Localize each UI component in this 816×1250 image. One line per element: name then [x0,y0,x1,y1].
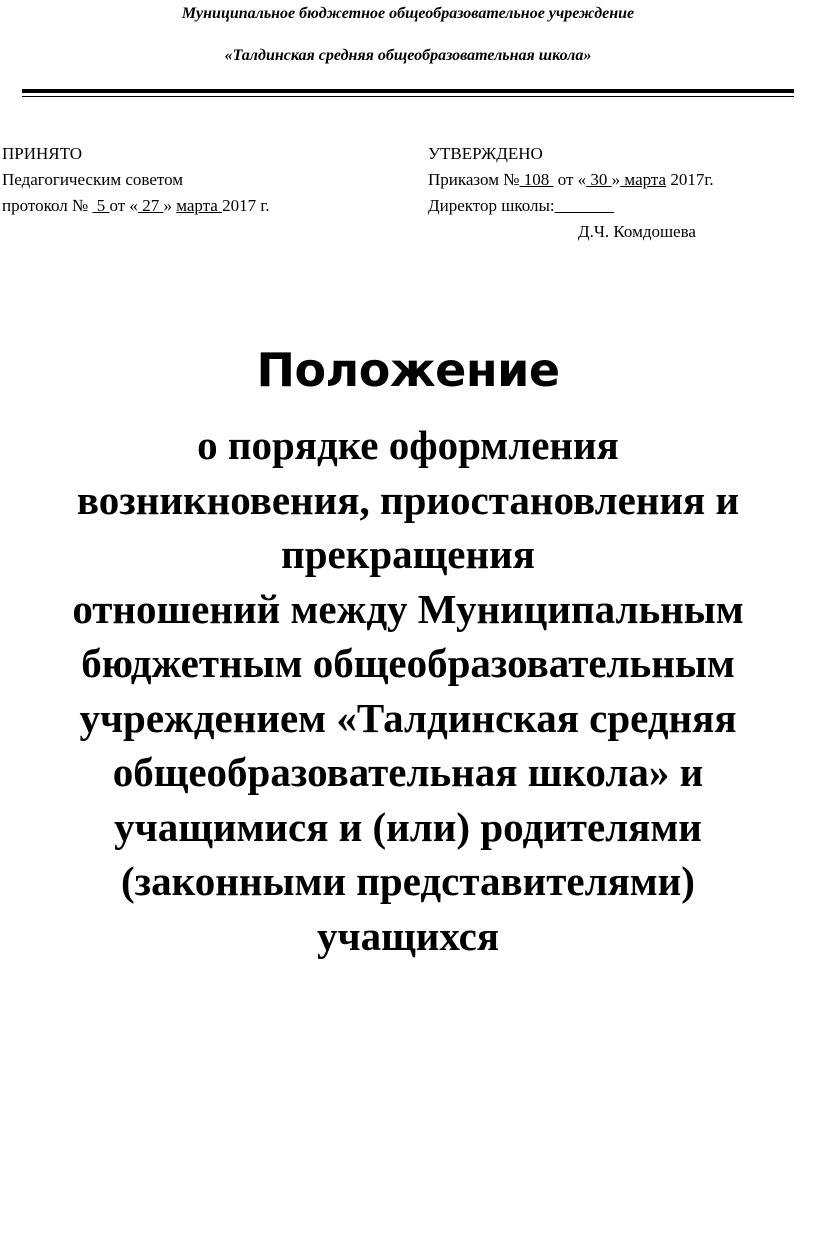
accepted-title: ПРИНЯТО [2,144,83,163]
institution-name-line-2: «Талдинская средняя общеобразовательная школа» [224,47,592,64]
protocol-month: марта [176,196,223,215]
subtitle-line: бюджетным общеобразовательным [81,640,735,686]
protocol-number: 5 [92,196,110,215]
director-name: Д.Ч. Комдошева [578,222,696,241]
order-day: 30 [586,170,612,189]
accepted-by: Педагогическим советом [2,170,183,189]
protocol-year: 2017 г. [222,196,270,215]
header-divider-thin [22,96,794,97]
order-prefix: Приказом № [428,170,520,189]
subtitle-line: общеобразовательная школа» и [112,749,704,795]
subtitle-line: прекращения [281,531,535,577]
director-label: Директор школы: [428,196,555,215]
accepted-protocol [2,193,270,219]
director-line [428,193,714,219]
subtitle-line: о порядке оформления [197,422,619,468]
subtitle-line: учреждением «Талдинская средняя [79,694,737,741]
accepted-block [2,141,270,219]
document-title: Положение [256,343,560,397]
subtitle-line: учащихся [316,912,500,959]
approved-block [428,141,714,245]
protocol-from-label: от « [109,196,138,215]
order-number: 108 [519,170,554,189]
approved-title: УТВЕРЖДЕНО [428,144,543,163]
subtitle-line: отношений между Муниципальным [72,585,744,632]
header-divider-thick [22,89,794,93]
protocol-prefix: протокол № [2,196,93,215]
order-month: марта [620,170,667,189]
subtitle-line: учащимися и (или) родителями [114,803,702,850]
institution-name-line-1: Муниципальное бюджетное общеобразовательное учреждение [181,5,635,22]
order-year: 2017г. [666,170,714,189]
document-subtitle [0,418,816,963]
subtitle-line: возникновения, приостановления и [76,476,740,523]
approved-order [428,167,714,193]
protocol-day: 27 [137,196,164,215]
signature-blank [555,196,615,215]
order-from-label: от « [553,170,587,189]
protocol-day-close: » [163,196,177,215]
order-day-close: » [611,170,621,189]
subtitle-line: (законными представителями) [121,858,695,904]
